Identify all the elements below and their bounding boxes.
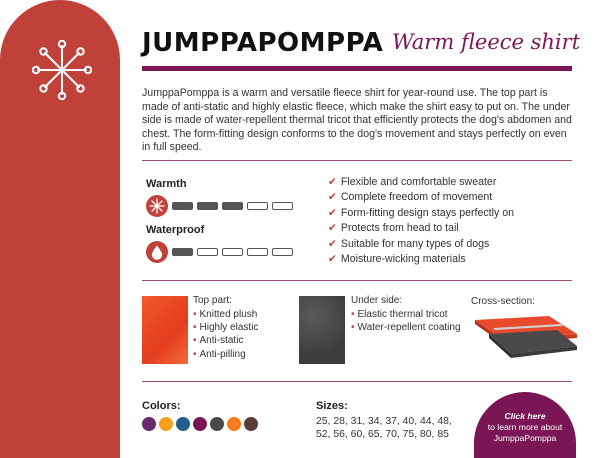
check-icon: ✔ bbox=[328, 176, 337, 188]
brand-name: JUMPPAPOMPPA bbox=[142, 28, 384, 58]
feature-item: ✔ Suitable for many types of dogs bbox=[328, 237, 514, 252]
under-side-label: Under side: bbox=[351, 295, 403, 306]
list-item: • Elastic thermal tricot bbox=[351, 309, 448, 320]
feature-item: ✔ Moisture-wicking materials bbox=[328, 252, 514, 267]
check-icon: ✔ bbox=[328, 206, 337, 219]
divider bbox=[142, 160, 572, 161]
top-part-info bbox=[193, 295, 258, 361]
color-swatch[interactable] bbox=[193, 417, 207, 431]
rating-warmth bbox=[146, 178, 297, 217]
title-rule bbox=[142, 66, 572, 71]
list-item: • Highly elastic bbox=[193, 322, 259, 334]
rating-row bbox=[146, 195, 297, 217]
top-part-label: Top part: bbox=[193, 295, 232, 306]
rating-segment bbox=[247, 202, 268, 210]
rating-row bbox=[146, 241, 297, 263]
list-item: • Anti-pilling bbox=[193, 348, 246, 360]
divider bbox=[142, 381, 572, 382]
rating-segment bbox=[272, 202, 293, 210]
snowflake-icon bbox=[146, 195, 168, 217]
color-swatches bbox=[142, 417, 261, 431]
feature-item: ✔ Complete freedom of movement bbox=[328, 190, 514, 205]
under-fabric-image bbox=[299, 296, 345, 364]
color-swatch[interactable] bbox=[159, 417, 173, 431]
list-item: • Knitted plush bbox=[193, 309, 258, 320]
title-row bbox=[142, 28, 582, 64]
feature-list bbox=[328, 175, 514, 267]
rating-segment bbox=[197, 202, 218, 210]
feature-item: ✔ Flexible and comfortable sweater bbox=[328, 175, 514, 190]
cross-section-image bbox=[471, 312, 581, 362]
color-swatch[interactable] bbox=[142, 417, 156, 431]
rating-segment bbox=[197, 248, 218, 256]
feature-item: ✔ Form-fitting design stays perfectly on bbox=[328, 206, 514, 221]
list-item: • Water-repellent coating bbox=[351, 322, 461, 334]
color-swatch[interactable] bbox=[176, 417, 190, 431]
rating-label: Warmth bbox=[146, 178, 187, 190]
sizes-label: Sizes: bbox=[316, 400, 348, 412]
color-swatch[interactable] bbox=[210, 417, 224, 431]
top-part-list bbox=[193, 308, 258, 361]
cta-text: to learn more about bbox=[487, 422, 563, 432]
learn-more-button[interactable] bbox=[474, 392, 576, 458]
rating-segment bbox=[172, 248, 193, 256]
check-icon: ✔ bbox=[328, 237, 337, 250]
color-swatch[interactable] bbox=[227, 417, 241, 431]
cta-text: Click here bbox=[504, 411, 546, 421]
rating-segment bbox=[247, 248, 268, 256]
rating-segment bbox=[172, 202, 193, 210]
top-fabric-image bbox=[142, 296, 188, 364]
rating-segment bbox=[222, 202, 243, 210]
rating-segment bbox=[222, 248, 243, 256]
colors-label: Colors: bbox=[142, 400, 181, 412]
rating-label: Waterproof bbox=[146, 224, 205, 236]
intro-paragraph: JumppaPomppa is a warm and versatile fleece shirt for year-round use. The top part is made of anti-static and highly elastic fleece, which make the shirt easy to put on. The under side is made of water-repellent thermal tricot that efficiently protects the dog's abdomen and chest. The form-fitting design conforms to the dog's movement and stays perfectly on even in full speed. bbox=[142, 87, 572, 154]
water-drop-icon bbox=[146, 241, 168, 263]
sizes-list: 25, 28, 31, 34, 37, 40, 44, 48, bbox=[316, 416, 452, 427]
check-icon: ✔ bbox=[328, 191, 337, 204]
under-side-info bbox=[351, 295, 461, 334]
cross-section-label: Cross-section: bbox=[471, 296, 535, 307]
under-side-list bbox=[351, 308, 461, 334]
product-name: Warm fleece shirt bbox=[392, 30, 581, 54]
cta-text: JumppaPomppa bbox=[493, 433, 557, 443]
rating-segment bbox=[272, 248, 293, 256]
check-icon: ✔ bbox=[328, 222, 337, 235]
check-icon: ✔ bbox=[328, 253, 337, 266]
rating-waterproof bbox=[146, 224, 297, 263]
list-item: • Anti-static bbox=[193, 335, 244, 347]
color-swatch[interactable] bbox=[244, 417, 258, 431]
sizes-list: 52, 56, 60, 65, 70, 75, 80, 85 bbox=[316, 429, 449, 440]
divider bbox=[142, 280, 572, 281]
feature-item: ✔ Protects from head to tail bbox=[328, 221, 514, 236]
snowflake-icon bbox=[32, 40, 92, 100]
